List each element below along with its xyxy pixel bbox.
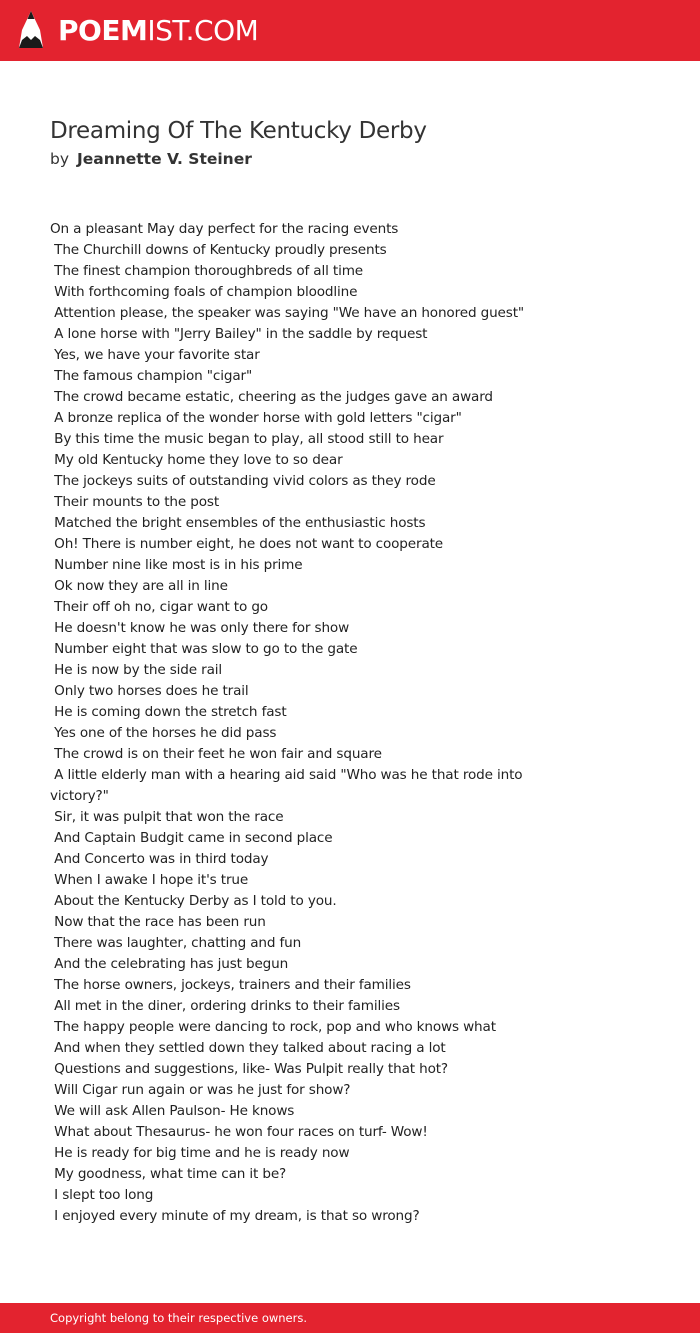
poem-line: The happy people were dancing to rock, pop and who knows what: [50, 1019, 496, 1035]
poem-line: A bronze replica of the wonder horse with gold letters "cigar": [50, 410, 462, 426]
site-header: [0, 0, 700, 61]
site-footer: [0, 1303, 700, 1333]
poem-line: Their off oh no, cigar want to go: [50, 599, 268, 615]
poem-line: There was laughter, chatting and fun: [50, 935, 302, 951]
poem-line: Yes one of the horses he did pass: [50, 725, 277, 741]
poem-line: Questions and suggestions, like- Was Pulpit really that hot?: [50, 1061, 448, 1077]
logo-light-text: IST.COM: [147, 14, 259, 47]
poem-line: My goodness, what time can it be?: [50, 1166, 287, 1182]
poem-line: A lone horse with "Jerry Bailey" in the saddle by request: [50, 326, 428, 342]
by-label: by: [50, 150, 70, 168]
byline: [50, 148, 252, 170]
poem-title: Dreaming Of The Kentucky Derby: [50, 118, 427, 144]
poem-line: When I awake I hope it's true: [50, 872, 249, 888]
poem-line: The Churchill downs of Kentucky proudly presents: [50, 242, 387, 258]
poem-line: And Captain Budgit came in second place: [50, 830, 333, 846]
poem-line: What about Thesaurus- he won four races on turf- Wow!: [50, 1124, 428, 1140]
author-name[interactable]: Jeannette V. Steiner: [76, 150, 252, 168]
poem-line: All met in the diner, ordering drinks to their families: [50, 998, 400, 1014]
poem-line: Ok now they are all in line: [50, 578, 228, 594]
poem-line: He is now by the side rail: [50, 662, 222, 678]
poem-line: The crowd became estatic, cheering as the judges gave an award: [50, 389, 493, 405]
copyright-text: Copyright belong to their respective owners.: [50, 1311, 308, 1325]
poem-line: About the Kentucky Derby as I told to you.: [50, 893, 337, 909]
poem-line: He is coming down the stretch fast: [50, 704, 287, 720]
poem-line: And the celebrating has just begun: [50, 956, 289, 972]
poem-line: The finest champion thoroughbreds of all time: [50, 263, 364, 279]
poem-line: He is ready for big time and he is ready now: [50, 1145, 350, 1161]
poem-line: With forthcoming foals of champion bloodline: [50, 284, 358, 300]
site-logo[interactable]: [18, 10, 258, 52]
logo-wordmark: [58, 10, 258, 52]
poem-line: On a pleasant May day perfect for the racing events: [50, 221, 399, 237]
poem-line: A little elderly man with a hearing aid said "Who was he that rode into: [50, 767, 523, 783]
poem-line: He doesn't know he was only there for show: [50, 620, 350, 636]
poem-line: Sir, it was pulpit that won the race: [50, 809, 284, 825]
pencil-icon: [18, 10, 44, 52]
poem-line: And when they settled down they talked about racing a lot: [50, 1040, 446, 1056]
poem-line: Number nine like most is in his prime: [50, 557, 303, 573]
poem-line: Only two horses does he trail: [50, 683, 249, 699]
poem-line: I enjoyed every minute of my dream, is that so wrong?: [50, 1208, 420, 1224]
poem-line: And Concerto was in third today: [50, 851, 269, 867]
logo-bold-text: POEM: [58, 14, 148, 47]
poem-line: The horse owners, jockeys, trainers and their families: [50, 977, 411, 993]
poem-line: I slept too long: [50, 1187, 154, 1203]
poem-line: My old Kentucky home they love to so dear: [50, 452, 343, 468]
poem-line: Number eight that was slow to go to the gate: [50, 641, 358, 657]
poem-body: [50, 219, 550, 1227]
poem-line: Yes, we have your favorite star: [50, 347, 260, 363]
poem-line: The jockeys suits of outstanding vivid colors as they rode: [50, 473, 436, 489]
poem-line: We will ask Allen Paulson- He knows: [50, 1103, 295, 1119]
poem-line: The famous champion "cigar": [50, 368, 253, 384]
poem-line: Oh! There is number eight, he does not want to cooperate: [50, 536, 444, 552]
poem-line: By this time the music began to play, all stood still to hear: [50, 431, 444, 447]
poem-line: victory?": [50, 788, 109, 804]
poem-line: Will Cigar run again or was he just for show?: [50, 1082, 351, 1098]
poem-line: Their mounts to the post: [50, 494, 220, 510]
poem-line: Now that the race has been run: [50, 914, 266, 930]
poem-line: Attention please, the speaker was saying "We have an honored guest": [50, 305, 524, 321]
poem-line: Matched the bright ensembles of the enthusiastic hosts: [50, 515, 426, 531]
poem-line: The crowd is on their feet he won fair and square: [50, 746, 382, 762]
